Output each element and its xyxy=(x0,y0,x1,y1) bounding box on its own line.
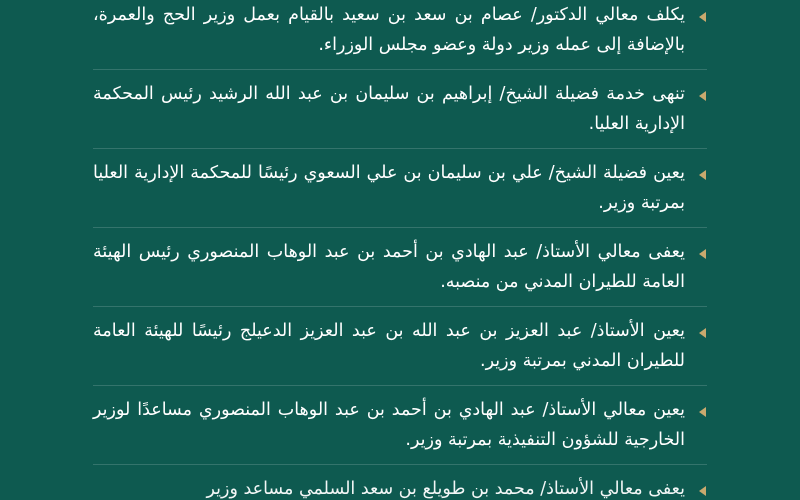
list-item xyxy=(93,0,707,70)
list-item xyxy=(93,70,707,149)
list-item-text: يعفى معالي الأستاذ/ محمد بن طويلع بن سعد السلمي مساعد وزير xyxy=(206,479,685,499)
list-item-text: يعين معالي الأستاذ/ عبد الهادي بن أحمد بن عبد الوهاب المنصوري مساعدًا لوزير الخارجية للشؤون التنفيذية بمرتبة وزير. xyxy=(93,400,685,450)
caret-left-icon xyxy=(685,326,707,340)
royal-orders-list xyxy=(93,0,707,500)
list-item-text: يعفى معالي الأستاذ/ عبد الهادي بن أحمد بن عبد الوهاب المنصوري رئيس الهيئة العامة للطيران المدني من منصبه. xyxy=(93,242,685,292)
caret-left-icon xyxy=(685,247,707,261)
caret-left-icon xyxy=(685,10,707,24)
list-item xyxy=(93,149,707,228)
list-item xyxy=(93,386,707,465)
list-item-text: تنهى خدمة فضيلة الشيخ/ إبراهيم بن سليمان بن عبد الله الرشيد رئيس المحكمة الإدارية العليا. xyxy=(93,84,685,134)
list-item-text: يعين فضيلة الشيخ/ علي بن سليمان بن علي السعوي رئيسًا للمحكمة الإدارية العليا بمرتبة وزير. xyxy=(93,163,685,213)
list-item xyxy=(93,465,707,500)
caret-left-icon xyxy=(685,168,707,182)
list-item-text: يكلف معالي الدكتور/ عصام بن سعد بن سعيد بالقيام بعمل وزير الحج والعمرة، بالإضافة إلى عمله وزير دولة وعضو مجلس الوزراء. xyxy=(93,5,685,55)
caret-left-icon xyxy=(685,405,707,419)
list-item xyxy=(93,228,707,307)
caret-left-icon xyxy=(685,484,707,498)
list-item xyxy=(93,307,707,386)
list-item-text: يعين الأستاذ/ عبد العزيز بن عبد الله بن عبد العزيز الدعيلج رئيسًا للهيئة العامة للطيران المدني بمرتبة وزير. xyxy=(93,321,685,371)
caret-left-icon xyxy=(685,89,707,103)
